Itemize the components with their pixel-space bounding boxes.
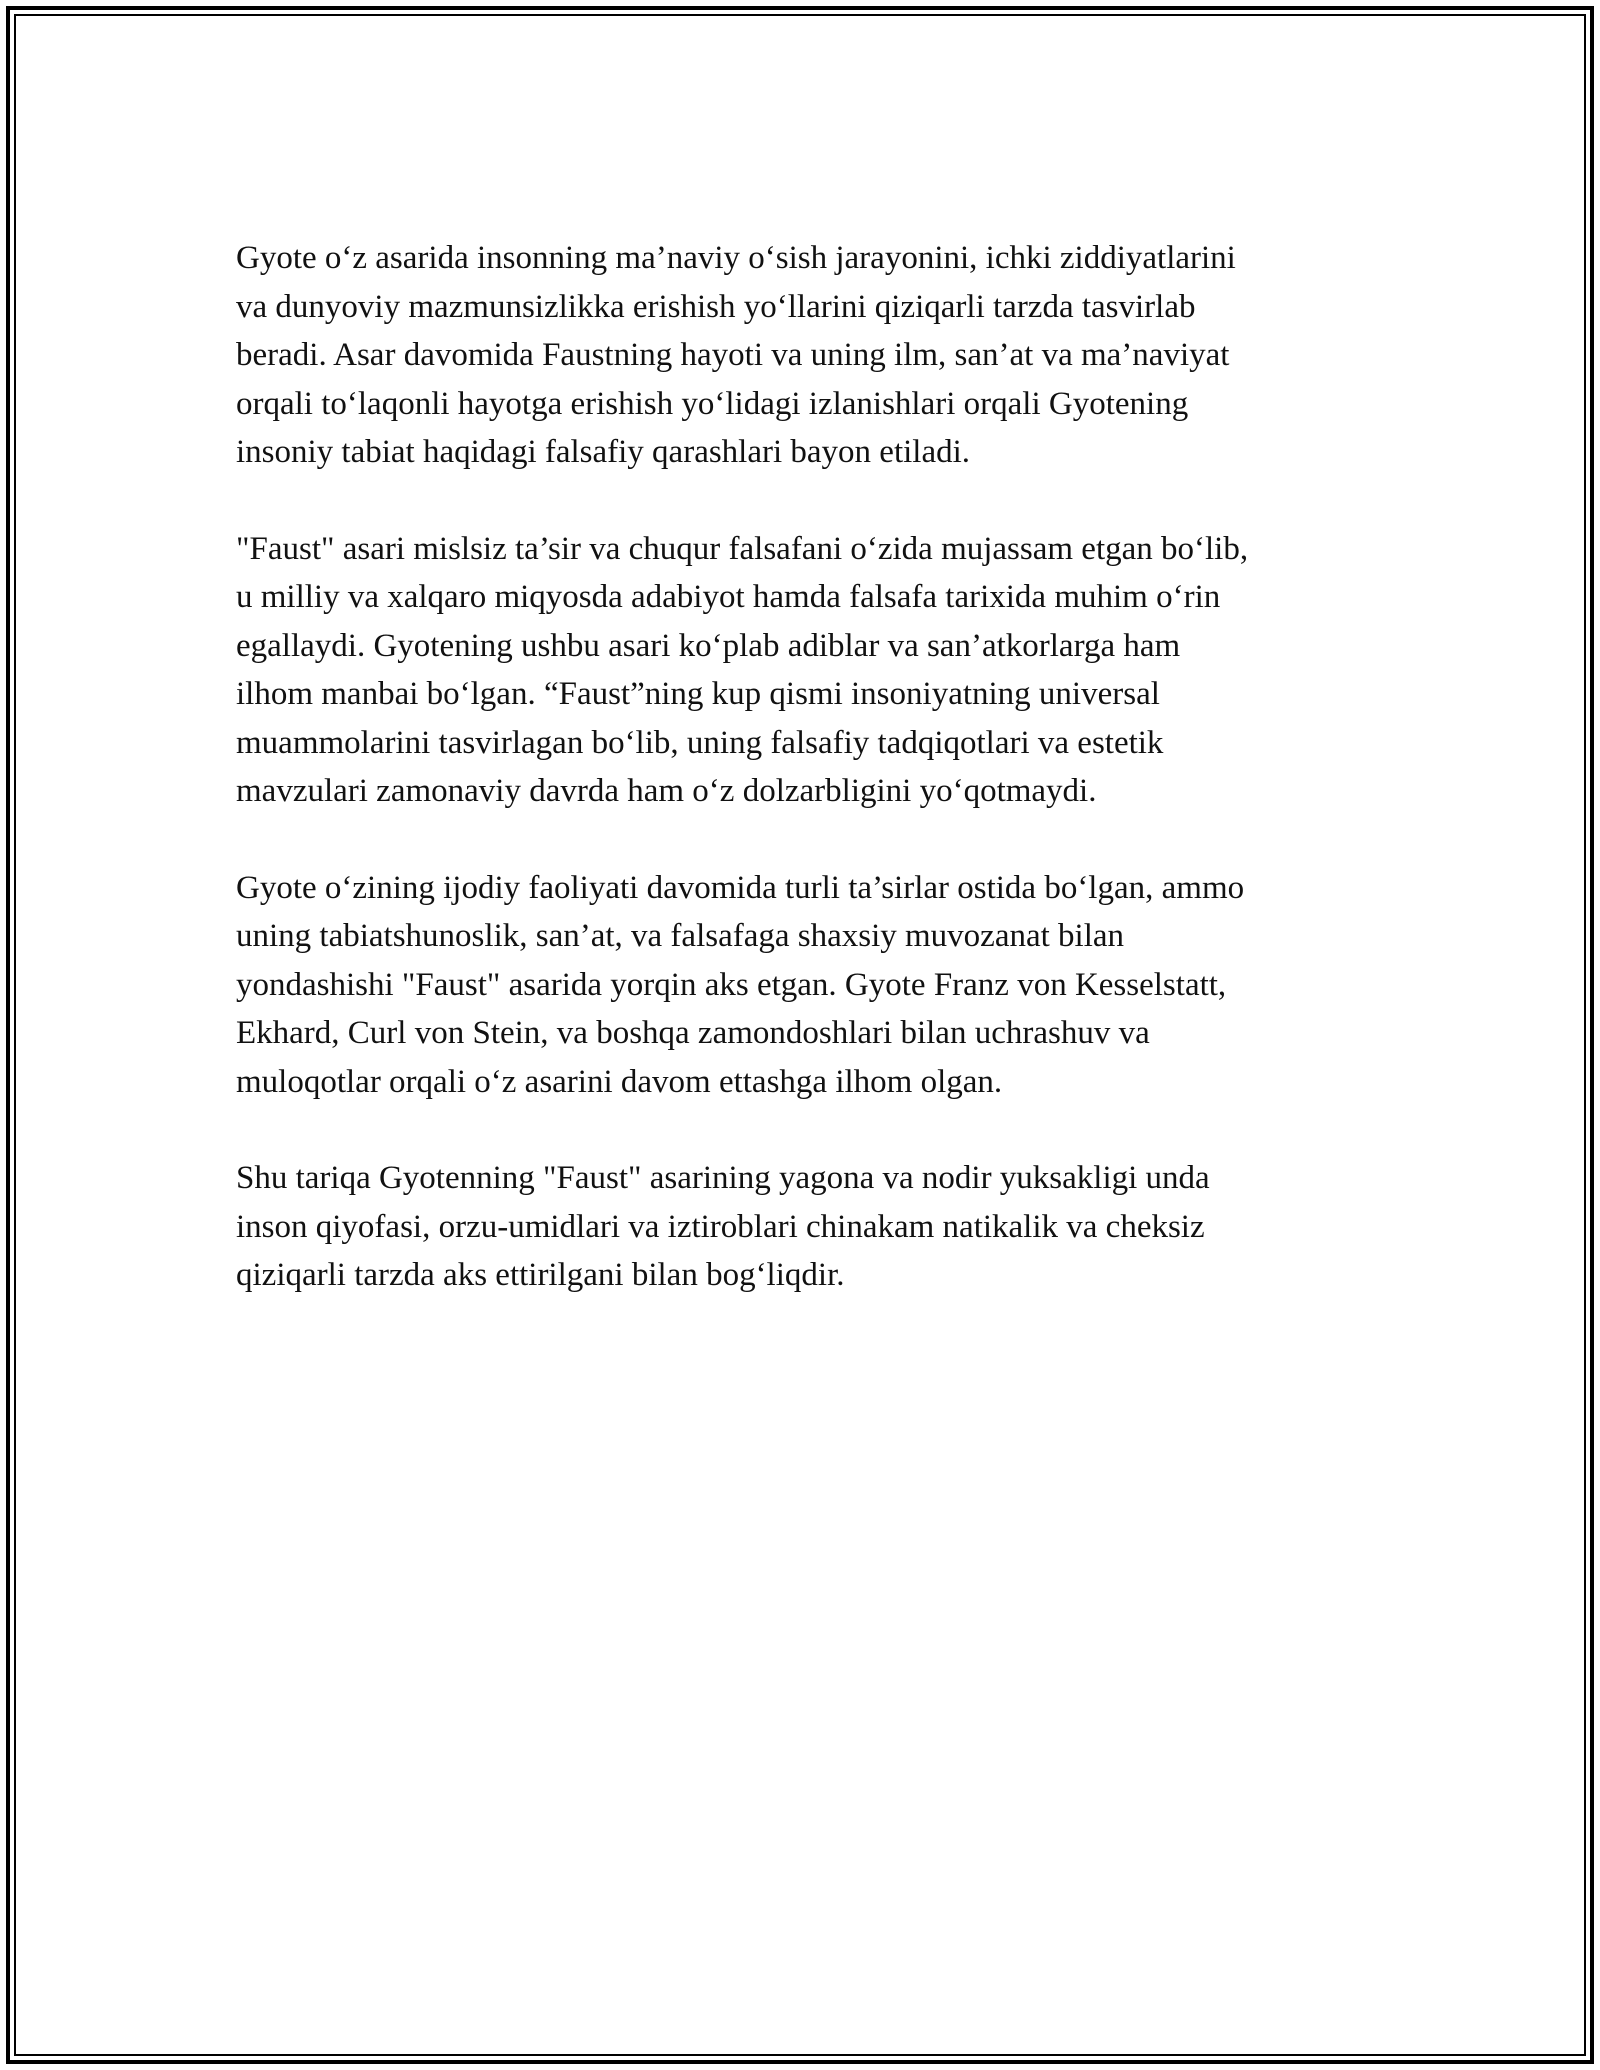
text-line: egallaydi. Gyotening ushbu asari ko‘plab adiblar va san’atkorlarga ham — [236, 627, 1181, 664]
text-line: uning tabiatshunoslik, san’at, va falsafaga shaxsiy muvozanat bilan — [236, 918, 1125, 954]
text-line: u milliy va xalqaro miqyosda adabiyot hamda falsafa tarixida muhim o‘rin — [236, 579, 1221, 615]
paragraph-1 — [236, 234, 1376, 477]
text-line: insoniy tabiat haqidagi falsafiy qarashlari bayon etiladi. — [236, 434, 971, 470]
text-line: Gyote o‘zining ijodiy faoliyati davomida turli ta’sirlar ostida bo‘lgan, ammo — [236, 869, 1245, 906]
paragraph-2 — [236, 525, 1376, 816]
paragraph-4 — [236, 1154, 1376, 1300]
text-line: Shu tariqa Gyotenning "Faust" asarining yagona va nodir yuksakligi unda — [236, 1160, 1210, 1196]
text-line: qiziqarli tarzda aks ettirilgani bilan bog‘liqdir. — [236, 1257, 845, 1293]
text-line: beradi. Asar davomida Faustning hayoti va uning ilm, san’at va ma’naviyat — [236, 337, 1230, 373]
text-line: "Faust" asari mislsiz ta’sir va chuqur falsafani o‘zida mujassam etgan bo‘lib, — [236, 530, 1249, 567]
text-line: mavzulari zamonaviy davrda ham o‘z dolzarbligini yo‘qotmaydi. — [236, 773, 1097, 809]
text-line: ilhom manbai bo‘lgan. “Faust”ning kup qismi insoniyatning universal — [236, 676, 1160, 712]
paragraph-3 — [236, 864, 1376, 1107]
text-line: Ekhard, Curl von Stein, va boshqa zamondoshlari bilan uchrashuv va — [236, 1015, 1150, 1051]
text-line: yondashishi "Faust" asarida yorqin aks etgan. Gyote Franz von Kesselstatt, — [236, 966, 1227, 1003]
text-line: muammolarini tasvirlagan bo‘lib, uning falsafiy tadqiqotlari va estetik — [236, 724, 1164, 761]
text-line: orqali to‘laqonli hayotga erishish yo‘lidagi izlanishlari orqali Gyotening — [236, 385, 1189, 422]
text-line: Gyote o‘z asarida insonning ma’naviy o‘sish jarayonini, ichki ziddiyatlarini — [236, 240, 1236, 276]
text-line: va dunyoviy mazmunsizlikka erishish yo‘llarini qiziqarli tarzda tasvirlab — [236, 288, 1196, 325]
document-body — [236, 234, 1376, 1348]
text-line: muloqotlar orqali o‘z asarini davom ettashga ilhom olgan. — [236, 1063, 1003, 1100]
text-line: inson qiyofasi, orzu-umidlari va iztiroblari chinakam natikalik va cheksiz — [236, 1208, 1205, 1245]
